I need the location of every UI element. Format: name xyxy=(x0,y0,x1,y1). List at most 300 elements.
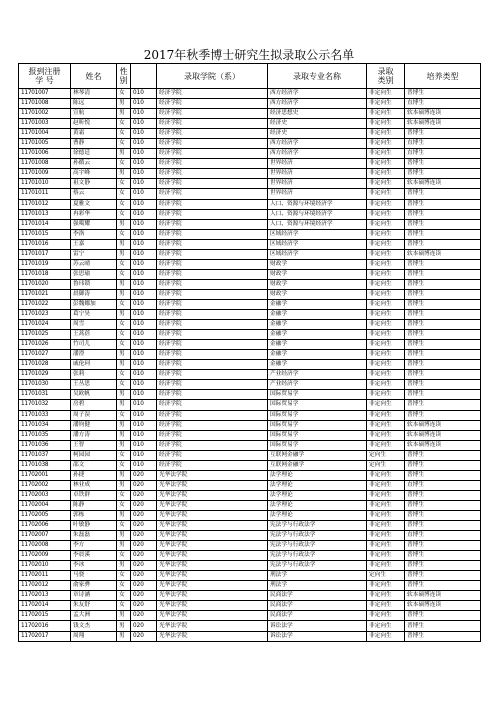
cell-school: 光华法学院 xyxy=(157,561,268,571)
table-row xyxy=(19,490,481,500)
cell-school-code: 010 xyxy=(131,269,157,279)
header-gender xyxy=(117,64,131,89)
cell-school-code: 010 xyxy=(131,189,157,199)
cell-gender: 女 xyxy=(117,460,131,470)
cell-school: 经济学院 xyxy=(157,119,268,129)
table-row xyxy=(19,199,481,209)
cell-school-code: 010 xyxy=(131,239,157,249)
cell-school: 经济学院 xyxy=(157,249,268,259)
cell-student-id: 11701006 xyxy=(19,149,71,159)
table-row xyxy=(19,299,481,309)
cell-school: 经济学院 xyxy=(157,400,268,410)
cell-training-mode: 普博生 xyxy=(405,330,481,340)
table-row xyxy=(19,440,481,450)
table-row xyxy=(19,581,481,591)
cell-student-id: 11702013 xyxy=(19,591,71,601)
cell-gender: 男 xyxy=(117,440,131,450)
cell-training-mode: 普博生 xyxy=(405,229,481,239)
cell-training-mode: 普博生 xyxy=(405,621,481,631)
cell-major: 国际贸易学 xyxy=(268,390,367,400)
cell-training-mode: 普博生 xyxy=(405,521,481,531)
cell-gender: 男 xyxy=(117,360,131,370)
cell-major: 法学理论 xyxy=(268,470,367,480)
cell-admission-type: 非定向生 xyxy=(367,470,405,480)
cell-major: 诉讼法学 xyxy=(268,631,367,641)
cell-training-mode: 普博生 xyxy=(405,390,481,400)
cell-school-code: 010 xyxy=(131,400,157,410)
cell-school: 经济学院 xyxy=(157,340,268,350)
cell-training-mode: 普博生 xyxy=(405,470,481,480)
cell-name: 周雪 xyxy=(71,320,117,330)
cell-student-id: 11701017 xyxy=(19,249,71,259)
cell-school-code: 020 xyxy=(131,521,157,531)
cell-training-mode: 普博生 xyxy=(405,500,481,510)
cell-name: 晨御涛 xyxy=(71,289,117,299)
cell-school: 经济学院 xyxy=(157,89,268,99)
cell-school: 经济学院 xyxy=(157,99,268,109)
cell-admission-type: 非定向生 xyxy=(367,390,405,400)
cell-student-id: 11701035 xyxy=(19,430,71,440)
cell-student-id: 11701002 xyxy=(19,109,71,119)
cell-student-id: 11701034 xyxy=(19,420,71,430)
cell-gender: 男 xyxy=(117,169,131,179)
table-row xyxy=(19,561,481,571)
cell-name: 孟大洲 xyxy=(71,611,117,621)
cell-school-code: 020 xyxy=(131,581,157,591)
header-major: 录取专业名称 xyxy=(268,64,367,89)
cell-major: 刑法学 xyxy=(268,581,367,591)
cell-school-code: 010 xyxy=(131,420,157,430)
cell-training-mode: 普博生 xyxy=(405,289,481,299)
table-body xyxy=(19,89,481,642)
table-row xyxy=(19,531,481,541)
cell-school: 光华法学院 xyxy=(157,480,268,490)
cell-major: 世界经济 xyxy=(268,169,367,179)
table-row xyxy=(19,390,481,400)
cell-admission-type: 非定向生 xyxy=(367,209,405,219)
cell-student-id: 11701029 xyxy=(19,370,71,380)
cell-student-id: 11702008 xyxy=(19,541,71,551)
cell-school: 光华法学院 xyxy=(157,500,268,510)
cell-training-mode: 普博生 xyxy=(405,450,481,460)
cell-major: 产业经济学 xyxy=(268,370,367,380)
cell-student-id: 11701025 xyxy=(19,330,71,340)
cell-admission-type: 非定向生 xyxy=(367,279,405,289)
cell-admission-type: 非定向生 xyxy=(367,169,405,179)
table-row xyxy=(19,189,481,199)
cell-student-id: 11702005 xyxy=(19,510,71,520)
cell-gender: 男 xyxy=(117,400,131,410)
cell-name: 周翔 xyxy=(71,631,117,641)
table-row xyxy=(19,139,481,149)
cell-student-id: 11701026 xyxy=(19,340,71,350)
cell-admission-type: 非定向生 xyxy=(367,189,405,199)
table-row xyxy=(19,480,481,490)
cell-gender: 女 xyxy=(117,320,131,330)
cell-major: 金融学 xyxy=(268,330,367,340)
cell-school: 经济学院 xyxy=(157,199,268,209)
table-row xyxy=(19,631,481,641)
cell-student-id: 11701030 xyxy=(19,380,71,390)
header-admission-type-line2: 类别 xyxy=(377,76,394,85)
cell-major: 国际贸易学 xyxy=(268,410,367,420)
cell-major: 宪法学与行政法学 xyxy=(268,521,367,531)
cell-training-mode: 普博生 xyxy=(405,129,481,139)
cell-training-mode: 普博生 xyxy=(405,259,481,269)
cell-major: 金融学 xyxy=(268,360,367,370)
cell-major: 民商法学 xyxy=(268,611,367,621)
cell-name: 卓铁群 xyxy=(71,490,117,500)
cell-school-code: 010 xyxy=(131,199,157,209)
cell-gender: 男 xyxy=(117,561,131,571)
cell-name: 李晨溪 xyxy=(71,551,117,561)
cell-admission-type: 非定向生 xyxy=(367,159,405,169)
cell-admission-type: 非定向生 xyxy=(367,591,405,601)
cell-name: 夏雅文 xyxy=(71,199,117,209)
cell-major: 区域经济学 xyxy=(268,239,367,249)
cell-gender: 女 xyxy=(117,330,131,340)
header-name: 姓名 xyxy=(71,64,117,89)
cell-major: 人口、资源与环境经济学 xyxy=(268,199,367,209)
cell-training-mode: 软本硕博连读 xyxy=(405,591,481,601)
cell-school: 经济学院 xyxy=(157,450,268,460)
cell-training-mode: 直博生 xyxy=(405,139,481,149)
cell-school-code: 010 xyxy=(131,440,157,450)
cell-major: 宪法学与行政法学 xyxy=(268,561,367,571)
cell-school-code: 010 xyxy=(131,159,157,169)
cell-admission-type: 定向生 xyxy=(367,450,405,460)
table-row xyxy=(19,611,481,621)
cell-name: 高宇峰 xyxy=(71,169,117,179)
cell-gender: 女 xyxy=(117,229,131,239)
cell-admission-type: 非定向生 xyxy=(367,510,405,520)
cell-training-mode: 直博生 xyxy=(405,480,481,490)
cell-admission-type: 非定向生 xyxy=(367,541,405,551)
cell-name: 俞家骅 xyxy=(71,581,117,591)
cell-school: 光华法学院 xyxy=(157,631,268,641)
cell-major: 西方经济学 xyxy=(268,89,367,99)
cell-gender: 男 xyxy=(117,480,131,490)
table-row xyxy=(19,410,481,420)
cell-major: 法学理论 xyxy=(268,510,367,520)
cell-student-id: 11701016 xyxy=(19,239,71,249)
cell-student-id: 11701028 xyxy=(19,360,71,370)
cell-school-code: 020 xyxy=(131,470,157,480)
cell-major: 区域经济学 xyxy=(268,249,367,259)
cell-training-mode: 普博生 xyxy=(405,310,481,320)
cell-admission-type: 非定向生 xyxy=(367,340,405,350)
cell-training-mode: 软本硕博连读 xyxy=(405,119,481,129)
cell-school-code: 010 xyxy=(131,179,157,189)
cell-school: 经济学院 xyxy=(157,430,268,440)
cell-name: 叶敏静 xyxy=(71,521,117,531)
cell-school: 经济学院 xyxy=(157,109,268,119)
table-row xyxy=(19,400,481,410)
cell-training-mode: 普博生 xyxy=(405,380,481,390)
cell-major: 互联网金融学 xyxy=(268,460,367,470)
cell-gender: 女 xyxy=(117,299,131,309)
cell-school: 光华法学院 xyxy=(157,581,268,591)
cell-major: 宪法学与行政法学 xyxy=(268,531,367,541)
cell-gender: 女 xyxy=(117,490,131,500)
cell-name: 柯园园 xyxy=(71,450,117,460)
cell-gender: 男 xyxy=(117,470,131,480)
cell-gender: 女 xyxy=(117,89,131,99)
cell-gender: 男 xyxy=(117,631,131,641)
cell-student-id: 11702006 xyxy=(19,521,71,531)
cell-name: 周子淏 xyxy=(71,410,117,420)
table-row xyxy=(19,601,481,611)
cell-training-mode: 普博生 xyxy=(405,219,481,229)
cell-school: 经济学院 xyxy=(157,169,268,179)
cell-gender: 男 xyxy=(117,149,131,159)
cell-major: 金融学 xyxy=(268,320,367,330)
cell-student-id: 11701014 xyxy=(19,219,71,229)
cell-admission-type: 非定向生 xyxy=(367,430,405,440)
cell-school-code: 020 xyxy=(131,631,157,641)
cell-gender: 女 xyxy=(117,139,131,149)
table-row xyxy=(19,279,481,289)
cell-name: 王丛思 xyxy=(71,380,117,390)
cell-major: 财政学 xyxy=(268,259,367,269)
cell-name: 竹司儿 xyxy=(71,340,117,350)
table-row xyxy=(19,249,481,259)
cell-major: 西方经济学 xyxy=(268,139,367,149)
cell-admission-type: 非定向生 xyxy=(367,581,405,591)
cell-school: 经济学院 xyxy=(157,380,268,390)
cell-admission-type: 非定向生 xyxy=(367,199,405,209)
table-row xyxy=(19,350,481,360)
cell-school: 光华法学院 xyxy=(157,541,268,551)
table-row xyxy=(19,460,481,470)
cell-gender: 女 xyxy=(117,410,131,420)
cell-training-mode: 普博生 xyxy=(405,581,481,591)
cell-school-code: 010 xyxy=(131,340,157,350)
cell-student-id: 11701031 xyxy=(19,390,71,400)
cell-school-code: 020 xyxy=(131,480,157,490)
cell-training-mode: 普博生 xyxy=(405,340,481,350)
cell-school-code: 010 xyxy=(131,299,157,309)
cell-student-id: 11702004 xyxy=(19,500,71,510)
cell-school: 经济学院 xyxy=(157,159,268,169)
cell-admission-type: 非定向生 xyxy=(367,561,405,571)
cell-admission-type: 非定向生 xyxy=(367,259,405,269)
cell-school: 经济学院 xyxy=(157,350,268,360)
cell-admission-type: 非定向生 xyxy=(367,480,405,490)
cell-admission-type: 非定向生 xyxy=(367,350,405,360)
cell-school-code: 010 xyxy=(131,410,157,420)
cell-training-mode: 普博生 xyxy=(405,631,481,641)
cell-gender: 男 xyxy=(117,430,131,440)
table-row xyxy=(19,229,481,239)
cell-student-id: 11702014 xyxy=(19,601,71,611)
cell-major: 法学理论 xyxy=(268,480,367,490)
cell-school: 经济学院 xyxy=(157,370,268,380)
cell-admission-type: 非定向生 xyxy=(367,490,405,500)
cell-admission-type: 定向生 xyxy=(367,571,405,581)
cell-student-id: 11701023 xyxy=(19,310,71,320)
cell-name: 马骁 xyxy=(71,571,117,581)
cell-school-code: 010 xyxy=(131,330,157,340)
cell-major: 世界经济 xyxy=(268,159,367,169)
cell-training-mode: 软本硕博连读 xyxy=(405,601,481,611)
cell-admission-type: 非定向生 xyxy=(367,621,405,631)
cell-name: 孙循云 xyxy=(71,159,117,169)
cell-training-mode: 普博生 xyxy=(405,279,481,289)
cell-gender: 男 xyxy=(117,390,131,400)
cell-school-code: 020 xyxy=(131,591,157,601)
cell-major: 金融学 xyxy=(268,299,367,309)
cell-student-id: 11701038 xyxy=(19,460,71,470)
table-header-row xyxy=(19,64,481,89)
cell-training-mode: 普博生 xyxy=(405,611,481,621)
cell-school-code: 010 xyxy=(131,259,157,269)
cell-school: 光华法学院 xyxy=(157,601,268,611)
table-row xyxy=(19,470,481,480)
cell-school-code: 010 xyxy=(131,169,157,179)
cell-training-mode: 软本硕博连读 xyxy=(405,420,481,430)
cell-school-code: 010 xyxy=(131,149,157,159)
cell-school: 光华法学院 xyxy=(157,470,268,480)
cell-name: 王嘉 xyxy=(71,239,117,249)
cell-student-id: 11701004 xyxy=(19,129,71,139)
cell-admission-type: 非定向生 xyxy=(367,420,405,430)
cell-major: 财政学 xyxy=(268,289,367,299)
cell-school: 经济学院 xyxy=(157,289,268,299)
cell-gender: 男 xyxy=(117,249,131,259)
table-row xyxy=(19,289,481,299)
cell-student-id: 11701020 xyxy=(19,279,71,289)
cell-name: 蔡云 xyxy=(71,189,117,199)
cell-admission-type: 非定向生 xyxy=(367,400,405,410)
cell-admission-type: 非定向生 xyxy=(367,500,405,510)
admission-table xyxy=(18,63,481,642)
cell-school: 经济学院 xyxy=(157,410,268,420)
cell-admission-type: 非定向生 xyxy=(367,531,405,541)
cell-school: 光华法学院 xyxy=(157,571,268,581)
table-row xyxy=(19,129,481,139)
cell-name: 王蒿蓓 xyxy=(71,330,117,340)
table-row xyxy=(19,541,481,551)
header-student-id-line1: 报到注册 xyxy=(28,67,61,76)
table-row xyxy=(19,89,481,99)
cell-training-mode: 普博生 xyxy=(405,541,481,551)
cell-gender: 男 xyxy=(117,611,131,621)
cell-admission-type: 非定向生 xyxy=(367,320,405,330)
cell-major: 经济史 xyxy=(268,119,367,129)
cell-training-mode: 普博生 xyxy=(405,159,481,169)
table-row xyxy=(19,259,481,269)
cell-name: 潘方涛 xyxy=(71,430,117,440)
table-row xyxy=(19,571,481,581)
table-row xyxy=(19,340,481,350)
cell-admission-type: 非定向生 xyxy=(367,310,405,320)
cell-gender: 男 xyxy=(117,531,131,541)
cell-student-id: 11702012 xyxy=(19,581,71,591)
cell-school-code: 010 xyxy=(131,450,157,460)
cell-admission-type: 非定向生 xyxy=(367,219,405,229)
cell-major: 经济思想史 xyxy=(268,109,367,119)
cell-training-mode: 普博生 xyxy=(405,410,481,420)
cell-major: 国际贸易学 xyxy=(268,420,367,430)
cell-gender: 女 xyxy=(117,450,131,460)
table-row xyxy=(19,149,481,159)
cell-name: 徐德廷 xyxy=(71,149,117,159)
cell-name: 张思瑜 xyxy=(71,269,117,279)
cell-school-code: 010 xyxy=(131,89,157,99)
cell-gender: 男 xyxy=(117,310,131,320)
cell-name: 葛宁昊 xyxy=(71,310,117,320)
cell-school: 光华法学院 xyxy=(157,621,268,631)
page-title: 2017年秋季博士研究生拟录取公示名单 xyxy=(143,48,355,62)
cell-school: 经济学院 xyxy=(157,259,268,269)
cell-student-id: 11701027 xyxy=(19,350,71,360)
cell-student-id: 11701037 xyxy=(19,450,71,460)
cell-gender: 女 xyxy=(117,591,131,601)
cell-name: 鲁玮锁 xyxy=(71,279,117,289)
cell-name: 钱文杰 xyxy=(71,621,117,631)
cell-school-code: 020 xyxy=(131,531,157,541)
cell-training-mode: 普博生 xyxy=(405,189,481,199)
cell-student-id: 11701003 xyxy=(19,119,71,129)
cell-major: 国际贸易学 xyxy=(268,430,367,440)
cell-training-mode: 普博生 xyxy=(405,199,481,209)
cell-school: 经济学院 xyxy=(157,179,268,189)
cell-name: 孙捷 xyxy=(71,470,117,480)
cell-school-code: 010 xyxy=(131,129,157,139)
cell-training-mode: 普博生 xyxy=(405,571,481,581)
cell-school: 经济学院 xyxy=(157,440,268,450)
cell-training-mode: 普博生 xyxy=(405,360,481,370)
cell-major: 区域经济学 xyxy=(268,229,367,239)
table-row xyxy=(19,119,481,129)
header-school: 录取学院（系） xyxy=(157,64,268,89)
cell-admission-type: 非定向生 xyxy=(367,601,405,611)
cell-student-id: 11702002 xyxy=(19,480,71,490)
cell-student-id: 11701012 xyxy=(19,199,71,209)
cell-school: 经济学院 xyxy=(157,269,268,279)
cell-school-code: 010 xyxy=(131,219,157,229)
cell-student-id: 11702003 xyxy=(19,490,71,500)
table-row xyxy=(19,209,481,219)
cell-training-mode: 直博生 xyxy=(405,149,481,159)
cell-school: 经济学院 xyxy=(157,279,268,289)
cell-admission-type: 非定向生 xyxy=(367,330,405,340)
table-row xyxy=(19,510,481,520)
cell-gender: 男 xyxy=(117,219,131,229)
table-row xyxy=(19,621,481,631)
cell-name: 邵文 xyxy=(71,460,117,470)
cell-school-code: 010 xyxy=(131,289,157,299)
cell-gender: 女 xyxy=(117,259,131,269)
cell-name: 林业成 xyxy=(71,480,117,490)
cell-school-code: 010 xyxy=(131,430,157,440)
cell-major: 西方经济学 xyxy=(268,149,367,159)
cell-school: 经济学院 xyxy=(157,149,268,159)
cell-student-id: 11701005 xyxy=(19,139,71,149)
cell-school: 光华法学院 xyxy=(157,531,268,541)
cell-name: 章诗涵 xyxy=(71,591,117,601)
cell-gender: 女 xyxy=(117,581,131,591)
cell-gender: 女 xyxy=(117,551,131,561)
cell-admission-type: 非定向生 xyxy=(367,440,405,450)
cell-training-mode: 普博生 xyxy=(405,561,481,571)
header-admission-type xyxy=(367,64,405,89)
cell-admission-type: 非定向生 xyxy=(367,551,405,561)
cell-gender: 女 xyxy=(117,119,131,129)
cell-student-id: 11701008 xyxy=(19,159,71,169)
table-row xyxy=(19,551,481,561)
